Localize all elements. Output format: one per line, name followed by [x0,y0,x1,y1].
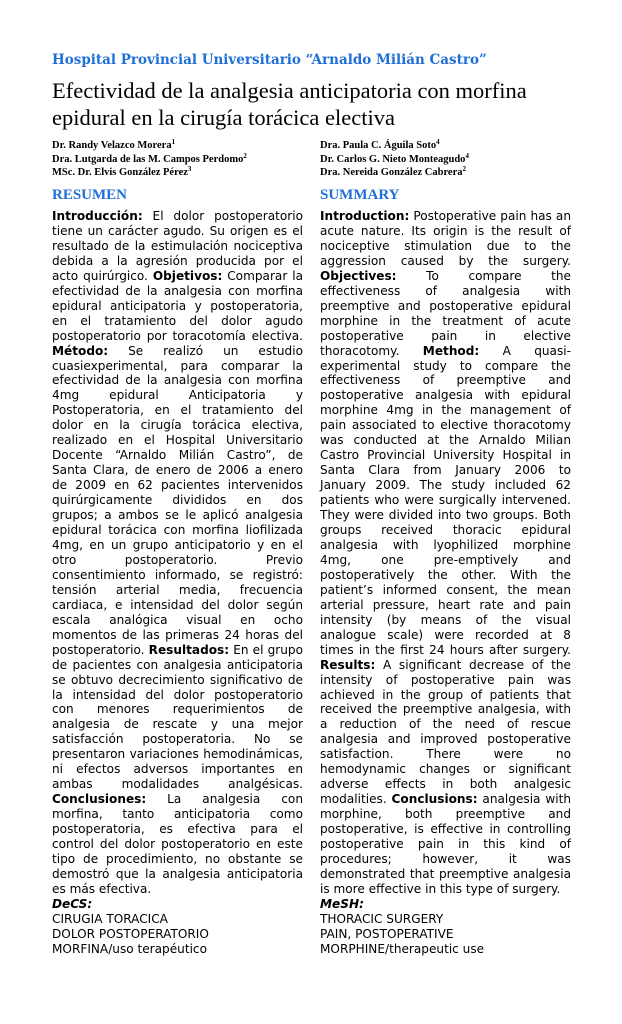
mesh-label: MeSH: [320,896,364,911]
keyword: CIRUGIA TORACICA [52,911,168,926]
section-label: Results: [320,657,376,672]
author: Dr. Randy Velazco Morera$^1$ [52,138,176,151]
keyword: MORFINA/uso terapéutico [52,941,207,956]
section-label: Objetivos: [152,268,223,283]
authors-left [52,139,247,180]
section-text: A quasi-experimental study to compare the effectiveness of preemptive and postoperative analgesia with epidural morphine 4mg in the management of pain associated to elective thoracotomy was conducted at the Arnaldo Milian Castro Provincial University Hospital in Santa Clara from January 2006 to January 2009. The study included 62 patients who were surgically intervened. They were divided into two groups. Both groups received thoracic epidural analgesia with lyophilized morphine 4mg, one pre-emptively and postoperatively the other. With the patient’s informed consent, the mean arterial pressure, heart rate and pain intensity (by means of the visual analogue scale) were recorded at 8 times in the first 24 hours after surgery. [320,343,571,657]
resumen-body [52,209,303,957]
section-text: analgesia with morphine, both preemptive and postoperative, is effective in controlling postoperative pain in this kind of procedures; however, it was demonstrated that preemptive analgesia is more effective in this type of surgery. [320,792,571,896]
decs-label: DeCS: [52,896,93,911]
hospital-name: Hospital Provincial Universitario “Arnaldo Milián Castro” [52,52,487,68]
author: Dr. Carlos G. Nieto Monteagudo$^4$ [320,151,469,165]
keyword: DOLOR POSTOPERATORIO [52,926,209,941]
section-text: Se realizó un estudio cuasiexperimental, para comparar la efectividad de la analgesia con morfina 4mg epidural Anticipatoria y Postoperatoria, en el tratamiento del dolor en la cirugía torácica electiva, realizado en el Hospital Universitario Docente “Arnaldo Milián Castro”, de Santa Clara, de enero de 2006 a enero de 2009 en 62 pacientes intervenidos quirúrgicamente divididos en dos grupos; a ambos se le aplicó analgesia epidural torácica con morfina liofilizada 4mg, en un grupo anticipatorio y en el otro postoperatorio. Previo consentimiento informado, se registró: tensión arterial media, frecuencia cardiaca, e intensidad del dolor según escala analógica visual en ocho momentos de las primeras 24 horas del postoperatorio. [52,343,303,657]
author: Dra. Nereida González Cabrera$^2$ [320,165,466,178]
authors-right [320,139,469,180]
section-label: Objectives: [320,268,397,283]
section-label: Introduction: [320,209,410,223]
section-text: Comparar la efectividad de la analgesia con morfina epidural anticipatoria y postoperatoria, en el tratamiento del dolor agudo postoperatorio por toracotomía electiva. [52,268,303,343]
article-title: Efectividad de la analgesia anticipatoria con morfina epidural en la cirugía torácica electiva [52,78,527,130]
section-label: Method: [422,343,480,358]
author: Dra. Lutgarda de las M. Campos Perdomo$^2$ [52,151,247,165]
section-text: El dolor postoperatorio tiene un carácter agudo. Su origen es el resultado de la estimulación nociceptiva debida a la agresión producida por el acto quirúrgico. [52,209,303,283]
keyword: MORPHINE/therapeutic use [320,941,485,956]
section-text: En el grupo de pacientes con analgesia anticipatoria se obtuvo decrecimiento significativo de la intensidad del dolor postoperatorio con menores requerimientos de analgesia de rescate y una mejor satisfacción postoperatoria. No se presentaron variaciones hemodinámicas, ni efectos adversos importantes en ambas modalidades analgésicas. [52,642,304,792]
section-text: Postoperative pain has an acute nature. Its origin is the result of nociceptive stimulation due to the aggression caused by the surgery. [320,209,571,268]
section-label: Conclusions: [391,792,478,807]
keyword: PAIN, POSTOPERATIVE [320,926,454,941]
keyword: THORACIC SURGERY [320,911,444,926]
summary-heading: SUMMARY [320,187,400,203]
section-text: La analgesia con morfina, tanto anticipatoria como postoperatoria, es efectiva para el control del dolor postoperatorio en este tipo de procedimiento, no obstante se demostró que la analgesia anticipatoria es más efectiva. [52,792,303,896]
summary-paragraph [320,209,571,897]
resumen-paragraph [52,209,303,897]
summary-body [320,209,571,957]
section-label: Resultados: [148,642,230,657]
section-text: To compare the effectiveness of analgesia with preemptive and postoperative epidural morphine in the treatment of acute postoperative pain in elective thoracotomy. [320,268,571,358]
section-text: A significant decrease of the intensity of postoperative pain was achieved in the group of patients that received the preemptive analgesia, with a reduction of the need of rescue analgesia and improved postoperative satisfaction. There were no hemodynamic changes or significant adverse effects in both analgesic modalities. [320,657,571,807]
resumen-heading: RESUMEN [52,187,128,203]
author: MSc. Dr. Elvis González Pérez$^3$ [52,165,192,178]
author: Dra. Paula C. Águila Soto$^4$ [320,138,440,151]
section-label: Método: [52,343,109,358]
section-label: Introducción: [52,209,143,223]
section-label: Conclusiones: [52,792,147,807]
